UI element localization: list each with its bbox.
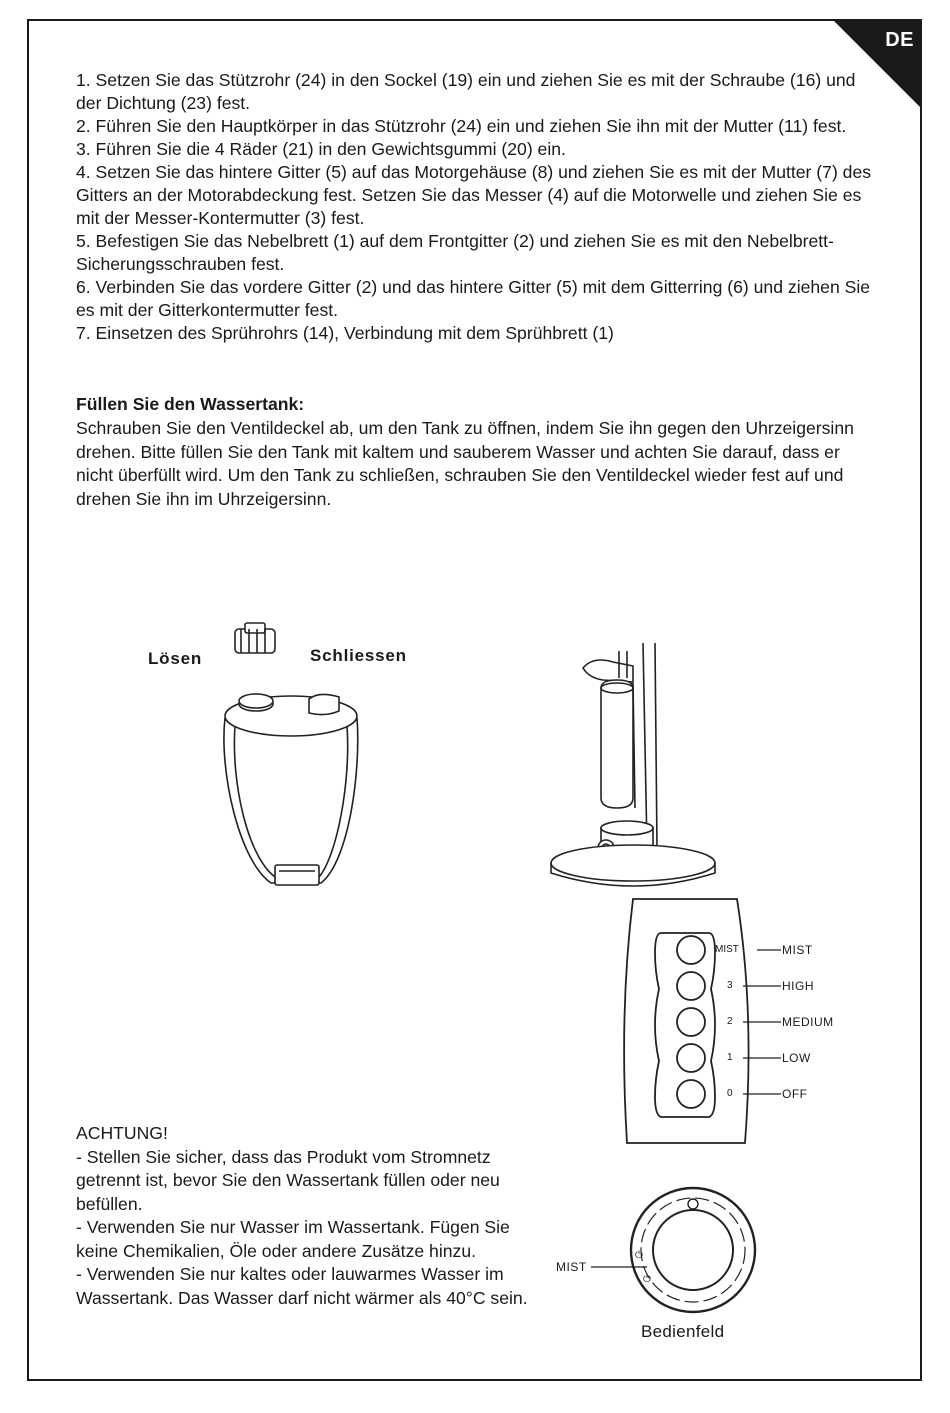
mist-button xyxy=(677,936,705,964)
fill-tank-instructions: Schrauben Sie den Ventildeckel ab, um den Tank zu öffnen, indem Sie ihn gegen den Uhrzeigersinn drehen. Bitte füllen Sie den Tank mit kaltem und sauberem Wasser und achten Sie darauf, dass er nicht überfüllt wird. Um den Tank zu schließen, schrauben Sie den Ventildeckel wieder fest auf und drehen Sie ihn im Uhrzeigersinn. xyxy=(76,418,854,509)
fan-base-illustration xyxy=(523,623,743,893)
warning-line-2: - Verwenden Sie nur Wasser im Wassertank. Fügen Sie keine Chemikalien, Öle oder andere Zusätze hinzu. xyxy=(76,1217,510,1261)
high-mark: 3 xyxy=(727,980,733,991)
water-tank-illustration xyxy=(209,621,379,891)
step-7: 7. Einsetzen des Sprührohrs (14), Verbindung mit dem Sprühbrett (1) xyxy=(76,323,614,343)
panel-leader-lines xyxy=(729,933,839,1133)
medium-button xyxy=(677,1008,705,1036)
assembly-steps xyxy=(76,69,876,345)
dial-mist-label: MIST xyxy=(556,1260,587,1274)
low-label: LOW xyxy=(782,1051,811,1065)
loosen-label: Lösen xyxy=(148,649,203,668)
fill-tank-heading: Füllen Sie den Wassertank: xyxy=(76,394,305,414)
dial-leader-line xyxy=(589,1261,649,1273)
medium-mark: 2 xyxy=(727,1016,733,1027)
control-panel-caption: Bedienfeld xyxy=(641,1322,725,1341)
low-button xyxy=(677,1044,705,1072)
high-button xyxy=(677,972,705,1000)
off-label: OFF xyxy=(782,1087,808,1101)
step-1: 1. Setzen Sie das Stützrohr (24) in den Sockel (19) ein und ziehen Sie es mit der Schraube (16) und der Dichtung (23) fest. xyxy=(76,70,856,113)
low-mark: 1 xyxy=(727,1052,733,1063)
mist-mark: MIST xyxy=(715,944,739,955)
warning-section xyxy=(76,1122,546,1310)
page-frame xyxy=(27,19,922,1381)
step-6: 6. Verbinden Sie das vordere Gitter (2) und das hintere Gitter (5) mit dem Gitterring (6) und ziehen Sie es mit der Gitterkontermutter fest. xyxy=(76,277,871,320)
step-5: 5. Befestigen Sie das Nebelbrett (1) auf dem Frontgitter (2) und ziehen Sie es mit den Nebelbrett-Sicherungsschrauben fest. xyxy=(76,231,834,274)
language-tag: DE xyxy=(885,29,914,51)
mist-label: MIST xyxy=(782,943,813,957)
step-2: 2. Führen Sie den Hauptkörper in das Stützrohr (24) ein und ziehen Sie ihn mit der Mutter (11) fest. xyxy=(76,116,847,136)
warning-line-1: - Stellen Sie sicher, dass das Produkt vom Stromnetz getrennt ist, bevor Sie den Wassertank füllen oder neu befüllen. xyxy=(76,1146,500,1214)
svg-text:⏻: ⏻ xyxy=(635,1250,643,1261)
medium-label: MEDIUM xyxy=(782,1015,834,1029)
warning-line-3: - Verwenden Sie nur kaltes oder lauwarmes Wasser im Wassertank. Das Wasser darf nicht wärmer als 40°C sein. xyxy=(76,1264,528,1308)
high-label: HIGH xyxy=(782,979,814,993)
close-label: Schliessen xyxy=(310,646,407,665)
panel-buttons xyxy=(663,933,723,1133)
step-4: 4. Setzen Sie das hintere Gitter (5) auf das Motorgehäuse (8) und ziehen Sie es mit der Mutter (7) des Gitters an der Motorabdeckung fest. Setzen Sie das Messer (4) auf die Motorwelle und ziehen Sie es mit der Messer-Kontermutter (3) fest. xyxy=(76,162,872,228)
dial-knob xyxy=(619,1178,769,1318)
svg-text:⏻: ⏻ xyxy=(643,1274,651,1285)
warning-title: ACHTUNG! xyxy=(76,1123,168,1143)
off-mark: 0 xyxy=(727,1088,733,1099)
step-3: 3. Führen Sie die 4 Räder (21) in den Gewichtsgummi (20) ein. xyxy=(76,139,566,159)
off-button xyxy=(677,1080,705,1108)
